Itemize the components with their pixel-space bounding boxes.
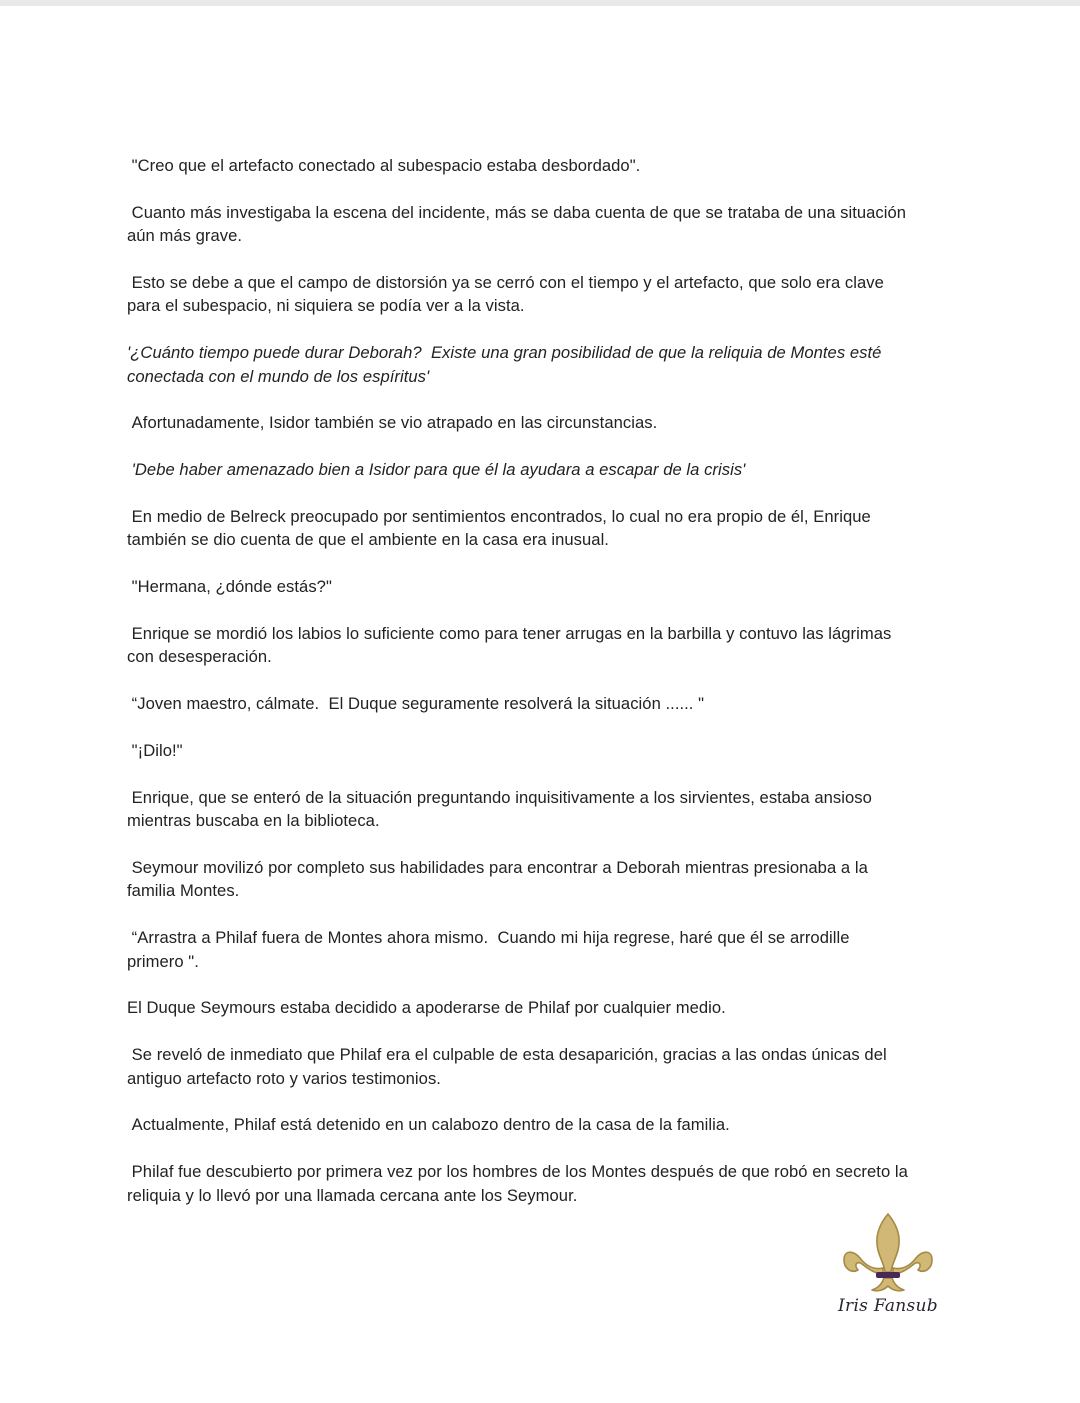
paragraph: Seymour movilizó por completo sus habilidades para encontrar a Deborah mientras presionaba a la familia Montes.	[127, 858, 868, 901]
paragraph: Afortunadamente, Isidor también se vio atrapado en las circunstancias.	[127, 413, 658, 433]
paragraph: "Hermana, ¿dónde estás?"	[127, 577, 332, 597]
paragraph: Enrique, que se enteró de la situación preguntando inquisitivamente a los sirvientes, estaba ansioso mientras buscaba en la biblioteca.	[127, 787, 872, 831]
paragraph: "¡Dilo!"	[127, 741, 183, 760]
document-body	[127, 154, 962, 1230]
lily-band	[876, 1272, 900, 1278]
top-bar	[0, 0, 1080, 6]
paragraph: "Creo que el artefacto conectado al subespacio estaba desbordado".	[127, 156, 641, 175]
watermark-logo	[838, 1212, 938, 1322]
paragraph: Cuanto más investigaba la escena del incidente, más se daba cuenta de que se trataba de una situación aún más grave.	[127, 202, 907, 246]
fleur-de-lis-icon	[838, 1212, 938, 1296]
paragraph: Philaf fue descubierto por primera vez por los hombres de los Montes después de que robó en secreto la reliquia y lo llevó por una llamada cercana ante los Seymour.	[127, 1162, 908, 1205]
paragraph: “Joven maestro, cálmate. El Duque seguramente resolverá la situación ...... "	[127, 694, 705, 714]
paragraph: Enrique se mordió los labios lo suficiente como para tener arrugas en la barbilla y contuvo las lágrimas con desesperación.	[127, 624, 892, 667]
paragraph: '¿Cuánto tiempo puede durar Deborah? Existe una gran posibilidad de que la reliquia de Montes esté conectada con el mundo de los espíritus'	[127, 343, 882, 386]
paragraph: 'Debe haber amenazado bien a Isidor para que él la ayudara a escapar de la crisis'	[127, 460, 746, 480]
paragraph: El Duque Seymours estaba decidido a apoderarse de Philaf por cualquier medio.	[127, 998, 726, 1018]
watermark-text: Iris Fansub	[838, 1296, 938, 1316]
paragraph: Esto se debe a que el campo de distorsión ya se cerró con el tiempo y el artefacto, que solo era clave para el subespacio, ni siquiera se podía ver a la vista.	[127, 273, 884, 316]
paragraph: Se reveló de inmediato que Philaf era el culpable de esta desaparición, gracias a las ondas únicas del antiguo artefacto roto y varios testimonios.	[127, 1045, 887, 1088]
paragraph: Actualmente, Philaf está detenido en un calabozo dentro de la casa de la familia.	[127, 1115, 730, 1135]
paragraph: “Arrastra a Philaf fuera de Montes ahora mismo. Cuando mi hija regrese, haré que él se arrodille primero ".	[127, 928, 850, 971]
paragraph: En medio de Belreck preocupado por sentimientos encontrados, lo cual no era propio de él, Enrique también se dio cuenta de que el ambiente en la casa era inusual.	[127, 507, 871, 550]
